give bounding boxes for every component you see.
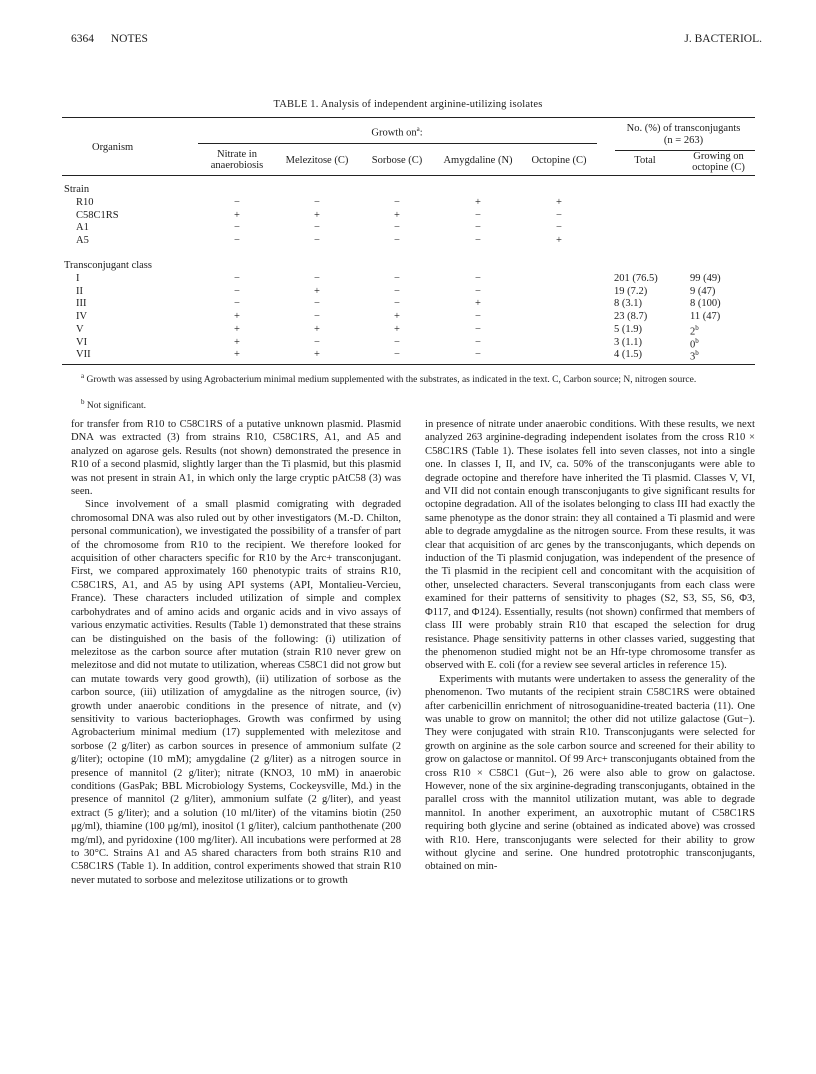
growth-cell: − [314, 336, 320, 348]
growth-header-colon: : [419, 127, 423, 139]
footnote-ref: b [695, 349, 699, 358]
growth-cell: − [314, 234, 320, 246]
growth-cell: − [234, 234, 240, 246]
col-sorbose: Sorbose (C) [371, 155, 423, 166]
class-section-label: Transconjugant class [64, 260, 152, 271]
running-header [71, 33, 762, 49]
footnote-ref: b [695, 336, 699, 345]
footnote-b-mark: b [81, 398, 85, 406]
growing-cell: 11 (47) [690, 311, 721, 323]
growing-cell: 99 (49) [690, 273, 721, 284]
header-left [71, 33, 162, 45]
growth-cell: − [475, 222, 481, 233]
col-total: Total [634, 155, 656, 166]
growth-cell: − [314, 298, 320, 310]
growing-cell: 8 (100) [690, 298, 721, 310]
footnote-b-text: Not significant. [86, 401, 146, 412]
growth-cell: + [314, 349, 320, 361]
growing-cell: 2$^b$ [690, 323, 699, 338]
growth-cell: − [314, 311, 320, 323]
class-name: I [76, 273, 80, 284]
strain-name: A5 [76, 234, 89, 246]
growth-cell: + [556, 234, 562, 246]
growth-cell: − [234, 273, 240, 284]
footnote-a [71, 370, 756, 386]
col-amygdaline: Amygdaline (N) [443, 155, 513, 166]
total-cell: 3 (1.1) [614, 336, 642, 348]
left-paragraph: for transfer from R10 to C58C1RS of a putative unknown plasmid. Plasmid DNA was extracted (3) from strains R10, C58C1RS, A1, and A5 and analyzed on agarose gels. Results (not shown) demonstrated the presence in R10 of a second plasmid, slightly larger than the Ti plasmid, but this plasmid was not present in strain A1, in which only the large cryptic pAtC58 (3) was seen. [71, 419, 401, 498]
growth-cell: − [475, 285, 481, 297]
table-header-rule [62, 175, 755, 176]
growth-cell: − [234, 298, 240, 310]
right-paragraph: in presence of nitrate under anaerobic conditions. With these results, we next analyzed 263 arginine-degrading independent isolates from the cross R10 × C58C1RS (Table 1). These isolates fell into seven classes, not into a single one. In classes I, II, and IV, ca. 50% of the transconjugants were able to degrade octopine and therefore have inherited the Ti plasmid. Classes V, VI, and VII did not contain enough transconjugants to give significant results for octopine degradation. All of the isolates belonging to class III had exactly the same phenotype as the donor strain: they all contained a Ti plasmid and were able to degrade amygdaline as the nitrogen source. From these results, it was clear that acquisition of arc genes by the transconjugants, which depends on induction of the Ti plasmid conjugation, was independent of the presence of the Ti plasmid in the recipient cell and concomitant with the acquisition of other, unselected characters. Several transconjugants from each class were examined for their patterns of sensitivity to phages (S2, S3, S5, S6, Φ3, Φ117, and Φ124). Essentially, results (not shown) confirmed that members of class III were probably strain R10 that escaped the selection for drug resistance. Phage sensitivity patterns in other classes varied, suggesting that the phenomenon studied might not be an Hfr-type chromosome transfer as observed with E. coli (for a review see several articles in reference 15). [425, 419, 755, 672]
left-column [71, 418, 401, 887]
growth-cell: − [475, 209, 481, 221]
footnote-ref: b [695, 323, 699, 332]
growth-header [197, 125, 597, 139]
section-label: NOTES [110, 33, 148, 45]
growth-cell: − [475, 336, 481, 348]
class-name: VII [76, 349, 91, 361]
strain-name: A1 [76, 222, 89, 233]
growth-header-text: Growth on [371, 127, 417, 139]
transconj-header-line1: No. (%) of transconjugants [626, 123, 741, 134]
growth-cell: + [475, 197, 481, 208]
total-cell: 19 (7.2) [614, 285, 648, 297]
growth-cell: − [475, 349, 481, 361]
table-bottom-rule [62, 364, 755, 365]
growth-cell: − [556, 209, 562, 221]
growth-header-rule [198, 143, 597, 144]
growth-cell: − [394, 222, 400, 233]
strain-name: R10 [76, 197, 94, 208]
growth-cell: + [314, 285, 320, 297]
footnote-a-text: Growth was assessed by using Agrobacterium minimal medium supplemented with the substrates, as indicated in the text. C, Carbon source; N, nitrogen source. [86, 375, 697, 386]
col-nitrate: Nitrate in anaerobiosis [210, 149, 264, 171]
total-cell: 23 (8.7) [614, 311, 648, 323]
growth-cell: − [556, 222, 562, 233]
growth-cell: − [394, 197, 400, 208]
total-cell: 201 (76.5) [614, 273, 658, 284]
total-cell: 5 (1.9) [614, 323, 642, 335]
class-name: IV [76, 311, 88, 323]
growth-cell: + [234, 311, 240, 323]
strain-section-label: Strain [64, 184, 90, 195]
footnote-a-mark: a [81, 372, 85, 380]
growth-cell: − [314, 197, 320, 208]
growth-cell: + [234, 349, 240, 361]
class-name: III [76, 298, 87, 310]
class-name: V [76, 323, 84, 335]
total-cell: 8 (3.1) [614, 298, 642, 310]
page-number: 6364 [71, 33, 94, 45]
right-paragraph: Experiments with mutants were undertaken to assess the generality of the phenomenon. Two mutants of the recipient strain C58C1RS were obtained after carbenicillin enrichment of nitrosoguanidine-treated bacteria (11). One was unable to grow on mannitol; the other did not utilize galactose (Gut−). They were conjugated with strain R10. Transconjugants were selected for growth on arginine as the sole carbon source and screened for their ability to grow on galactose or mannitol. Of 99 Arc+ transconjugants obtained from the cross R10 × C58C1 (Gut−), 26 were also able to grow on galactose. However, none of the six arginine-degrading transconjugants, obtained in the parallel cross with the mannitol utilization mutant, was able to degrade mannitol. In another experiment, an auxotrophic mutant of C58C1RS requiring both glycine and serine (obtained as indicated above) was crossed with R10. Here, transconjugants were selected for their ability to grow without glycine and serine. One hundred prototrophic transconjugants, obtained on min- [425, 673, 755, 873]
growth-cell: − [394, 285, 400, 297]
growth-cell: − [314, 273, 320, 284]
col-melezitose: Melezitose (C) [285, 155, 349, 166]
organism-header: Organism [92, 142, 134, 153]
growth-cell: − [234, 222, 240, 233]
growth-cell: − [394, 234, 400, 246]
growth-cell: − [394, 349, 400, 361]
growth-cell: + [394, 311, 400, 323]
growing-cell: 0$^b$ [690, 336, 699, 350]
growth-cell: + [556, 197, 562, 208]
footnote-b [71, 396, 756, 412]
col-growing-octopine: Growing on octopine (C) [692, 151, 745, 173]
growth-cell: − [234, 197, 240, 208]
transconj-header-line2: (n = 263) [663, 135, 704, 146]
class-name: II [76, 285, 83, 297]
growth-cell: + [475, 298, 481, 310]
growth-cell: − [234, 285, 240, 297]
growth-cell: − [314, 222, 320, 233]
growing-cell: 3$^b$ [690, 349, 699, 363]
col-octopine: Octopine (C) [531, 155, 587, 166]
table-caption: TABLE 1. Analysis of independent arginine-utilizing isolates [273, 99, 543, 110]
table-top-rule [62, 117, 755, 118]
journal-name: J. BACTERIOL. [684, 33, 762, 45]
right-column [425, 418, 755, 874]
strain-name: C58C1RS [76, 209, 119, 221]
growth-cell: − [475, 273, 481, 284]
growth-header-sup: a [416, 125, 420, 133]
growth-cell: + [314, 323, 320, 335]
growth-cell: + [314, 209, 320, 221]
growth-cell: − [394, 336, 400, 348]
growth-cell: + [394, 323, 400, 335]
growth-cell: + [234, 209, 240, 221]
growth-cell: − [475, 323, 481, 335]
growth-cell: − [475, 311, 481, 323]
total-cell: 4 (1.5) [614, 349, 642, 361]
growth-cell: + [234, 336, 240, 348]
left-paragraph: Since involvement of a small plasmid comigrating with degraded chromosomal DNA was also ruled out by other investigators (M.-D. Chilton, personal communication), we investigated the possibility of a transfer of part of the chromosome from R10 to the recipient. We therefore looked for acquisition of other characters specific for R10 by the Arc+ transconjugant. First, we compared approximately 160 phenotypic traits of strains R10, C58C1RS, A1, and A5 by using API systems (API, Montalieu-Vercieu, France). These characters included utilization of simple and complex carbohydrates and of amino acids and organic acids and in vivo assays of various enzymatic activities. Results (Table 1) demonstrated that these strains can be distinguished on the basis of the following: (i) utilization of melezitose as the carbon source after mutation (strain R10 never grew on melezitose and did not mutate to utilization, whereas C58C1 did not grow but can mutate towards very good growth), (ii) utilization of sorbose as the carbon source, (iii) utilization of amygdaline as the nitrogen source, (iv) growth under anaerobic conditions in the presence of nitrate, and (v) sensitivity to various bacteriophages. Growth was confirmed by using Agrobacterium minimal medium (17) supplemented with melezitose and sorbose (2 g/liter) as carbon sources in presence of ammonium sulfate (2 g/liter); octopine (10 mM); amygdaline (2 g/liter) as a nitrogen source in presence of mannitol (2 g/liter); nitrate (KNO3, 10 mM) in anaerobic conditions (GasPak; BBL Microbiology Systems, Cockeysville, Md.) in the presence of mannitol (2 g/liter), ammonium sulfate (2 g/liter), and yeast extract (5 g/liter); and a solution (10 ml/liter) of the vitamins biotin (250 μg/ml), thiamine (100 μg/ml), inositol (1 g/liter), calcium panthothenate (200 mg/ml), and pyridoxine (100 mg/liter). All incubations were performed at 28 to 30°C. Strains A1 and A5 shared characters from both strains R10 and C58C1RS (Table 1). In addition, control experiments showed that strain R10 never mutated to sorbose and melezitose utilizations or to growth [71, 499, 401, 886]
growing-cell: 9 (47) [690, 285, 716, 297]
growth-cell: + [394, 209, 400, 221]
growth-cell: − [475, 234, 481, 246]
growth-cell: − [394, 298, 400, 310]
class-name: VI [76, 336, 88, 348]
growth-cell: − [394, 273, 400, 284]
growth-cell: + [234, 323, 240, 335]
